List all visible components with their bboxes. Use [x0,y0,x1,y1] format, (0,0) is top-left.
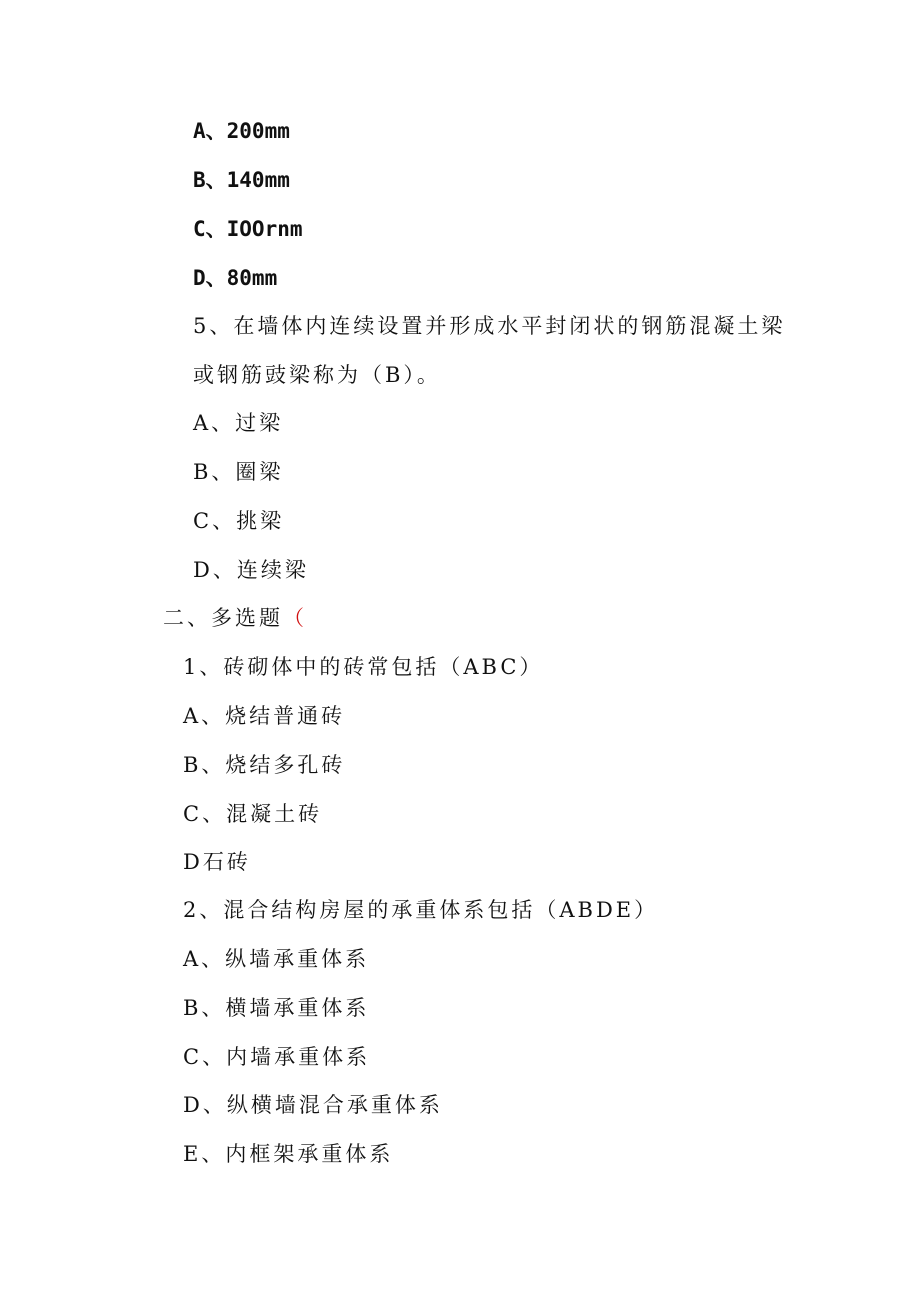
question-5-stem: 5、在墙体内连续设置并形成水平封闭状的钢筋混凝土梁 [193,314,786,338]
option-d-text: D石砖 [183,850,251,874]
option-c-text: C、混凝土砖 [183,802,323,826]
option-b-text: B、横墙承重体系 [183,996,370,1020]
option-c-text: C、IOOrnm [193,217,303,241]
option-a-text: A、烧结普通砖 [183,704,346,728]
question-5-stem-continued: 或钢筋豉梁称为（B）。 [193,363,441,387]
section-heading-label: 二、多选题 [163,606,283,630]
option-a-text: A、过梁 [193,411,284,435]
option-c-text: C、挑梁 [193,509,285,533]
question-1-stem: 1、砖砌体中的砖常包括（ABC） [183,655,544,679]
option-d-text: D、纵横墙混合承重体系 [183,1093,443,1117]
option-c-text: C、内墙承重体系 [183,1045,371,1069]
option-b-text: B、140mm [193,168,290,192]
red-parenthesis: （ [283,606,304,630]
section-heading [163,604,304,632]
option-b-text: B、烧结多孔砖 [183,753,346,777]
option-d-text: D、连续梁 [193,558,309,582]
option-a-text: A、纵墙承重体系 [183,947,370,971]
question-2-stem: 2、混合结构房屋的承重体系包括（ABDE） [183,898,659,922]
option-d-text: D、80mm [193,266,278,290]
option-a-text: A、200mm [193,119,290,143]
option-b-text: B、圈梁 [193,460,284,484]
option-e-text: E、内框架承重体系 [183,1142,394,1166]
